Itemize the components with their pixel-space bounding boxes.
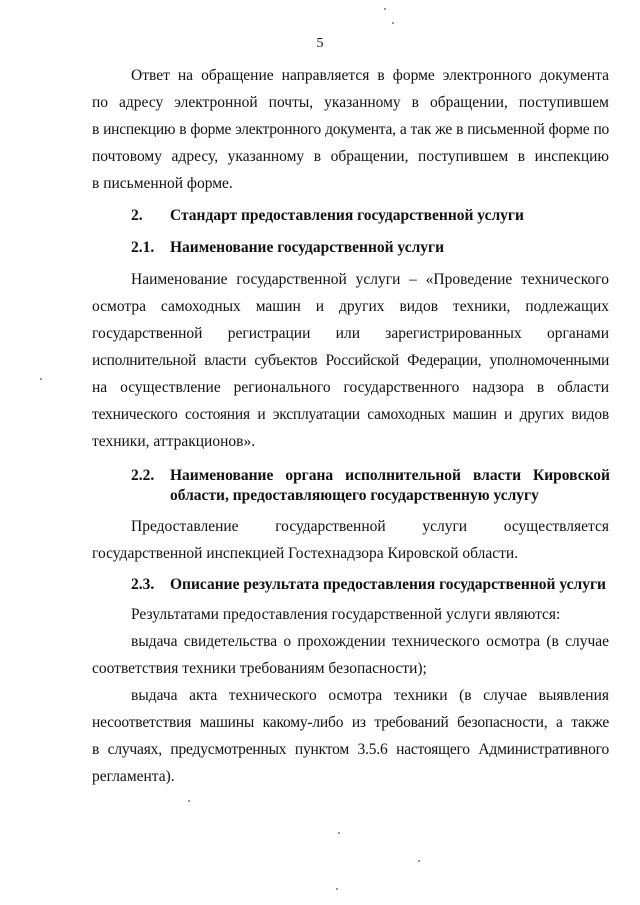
text-line: по адресу электронной почты, указанному в обращении, поступившем — [92, 94, 609, 111]
subsection-number: 2.2. — [131, 467, 155, 484]
scan-speck — [336, 888, 338, 890]
text-line: в инспекцию в форме электронного документа, а так же в письменной форме по — [92, 121, 609, 138]
text-line: технического состояния и эксплуатации самоходных машин и других видов — [92, 406, 609, 423]
text-line: почтовому адресу, указанному в обращении, поступившем в инспекцию — [92, 148, 609, 165]
page-number: 5 — [316, 36, 324, 51]
text-line: Предоставление государственной услуги осуществляется — [131, 518, 609, 535]
section-number: 2. — [131, 207, 143, 224]
scan-speck — [418, 860, 420, 862]
text-line: соответствия техники требованиям безопасности); — [92, 660, 427, 677]
scan-speck — [40, 378, 42, 380]
text-line: государственной регистрации или зарегистрированных органами — [92, 325, 609, 342]
text-line: на осуществление регионального государственного надзора в области — [92, 379, 609, 396]
text-line: выдача акта технического осмотра техники (в случае выявления — [131, 687, 609, 704]
text-line: в случаях, предусмотренных пунктом 3.5.6 настоящего Административного — [92, 741, 609, 758]
text-line: Наименование государственной услуги – «Проведение технического — [131, 271, 609, 288]
section-title: Стандарт предоставления государственной услуги — [170, 207, 524, 224]
scan-speck — [384, 8, 386, 10]
subsection-title: Наименование органа исполнительной власти Кировской — [170, 467, 610, 484]
text-line: выдача свидетельства о прохождении технического осмотра (в случае — [131, 633, 609, 650]
text-line: Результатами предоставления государственной услуги являются: — [131, 606, 561, 623]
scan-speck — [338, 832, 340, 834]
subsection-title: Описание результата предоставления государственной услуги — [170, 576, 606, 593]
text-line: осмотра самоходных машин и других видов техники, подлежащих — [92, 298, 609, 315]
subsection-number: 2.1. — [131, 239, 155, 256]
text-line: Ответ на обращение направляется в форме электронного документа — [131, 67, 609, 84]
text-line: государственной инспекцией Гостехнадзора Кировской области. — [92, 545, 519, 562]
scan-speck — [188, 800, 190, 802]
subsection-number: 2.3. — [131, 576, 155, 593]
text-line: исполнительной власти субъектов Российской Федерации, уполномоченными — [92, 352, 609, 369]
text-line: несоответствия машины какому-либо из требований безопасности, а также — [92, 714, 609, 731]
scan-speck — [392, 22, 394, 24]
subsection-title: Наименование государственной услуги — [170, 239, 444, 256]
text-line: техники, аттракционов». — [92, 433, 256, 450]
text-line: в письменной форме. — [92, 175, 233, 192]
subsection-title: области, предоставляющего государственную услугу — [170, 487, 539, 504]
text-line: регламента). — [92, 768, 175, 785]
